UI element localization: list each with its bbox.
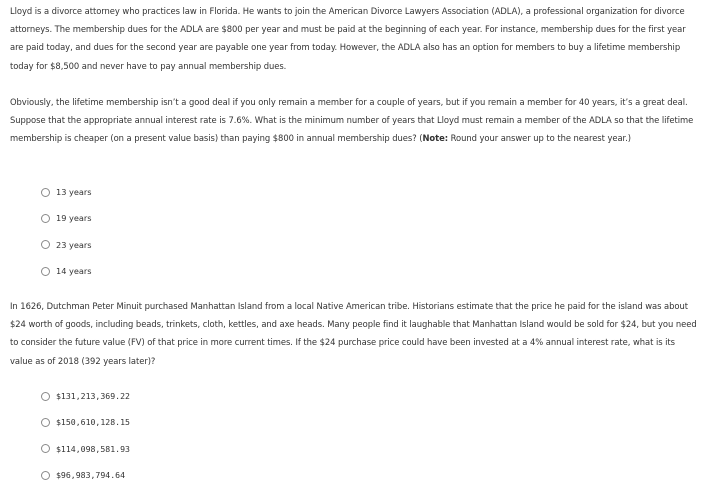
question1-option-2[interactable] [41, 205, 92, 231]
question2-prompt: In 1626, Dutchman Peter Minuit purchased Manhattan Island from a local Native American tribe. Historians estimate that the price he paid for the island was about $24 worth of goods, including beads, trinkets, cloth, kettles, and axe heads. Many people find it laughable that Manhattan Island would be sold for $24, but you need to consider the future value (FV) of that price in more current times. If the $24 purchase price could have been invested at a 4% annual interest rate, what is its value as of 2018 (392 years later)? [10, 301, 697, 366]
radio-button[interactable] [41, 267, 50, 276]
radio-button[interactable] [41, 444, 50, 453]
question1-option-1[interactable] [41, 179, 92, 205]
radio-button[interactable] [41, 214, 50, 223]
radio-button[interactable] [41, 392, 50, 401]
radio-button[interactable] [41, 471, 50, 480]
radio-button[interactable] [41, 240, 50, 249]
option-label: 19 years [56, 213, 92, 224]
question1-note-label: Note: [422, 133, 448, 144]
radio-button[interactable] [41, 418, 50, 427]
question2-option-3[interactable] [41, 436, 130, 462]
question2-option-1[interactable] [41, 383, 130, 409]
option-label: 14 years [56, 266, 92, 277]
question2-option-4[interactable] [41, 462, 130, 488]
question1-prompt-tail: Round your answer up to the nearest year.) [448, 133, 631, 144]
question1-prompt-text: Obviously, the lifetime membership isn’t a good deal if you only remain a member for a couple of years, but if you remain a member for 40 years, it’s a great deal. Suppose that the appropriate annual interest rate is 7.6%. What is the minimum number of years that Lloyd must remain a member of the ADLA so that the lifetime membership is cheaper (on a present value basis) than paying $800 in annual membership dues? ( [10, 97, 694, 144]
question2-options [41, 383, 130, 488]
option-label: $96,983,794.64 [56, 470, 126, 481]
option-label: $114,098,581.93 [56, 443, 130, 454]
question2-option-2[interactable] [41, 409, 130, 435]
question1-options [41, 179, 92, 284]
option-label: $131,213,369.22 [56, 391, 130, 402]
question1-option-4[interactable] [41, 258, 92, 284]
option-label: $150,610,128.15 [56, 417, 130, 428]
question1-intro: Lloyd is a divorce attorney who practices law in Florida. He wants to join the American Divorce Lawyers Association (ADLA), a professional organization for divorce attorneys. The membership dues for the ADLA are $800 per year and must be paid at the beginning of each year. For instance, membership dues for the first year are paid today, and dues for the second year are payable one year from today. However, the ADLA also has an option for members to buy a lifetime membership today for $8,500 and never have to pay annual membership dues. [10, 6, 686, 71]
question1-prompt [10, 93, 698, 148]
radio-button[interactable] [41, 188, 50, 197]
question1-option-3[interactable] [41, 232, 92, 258]
option-label: 13 years [56, 187, 92, 198]
option-label: 23 years [56, 239, 92, 250]
